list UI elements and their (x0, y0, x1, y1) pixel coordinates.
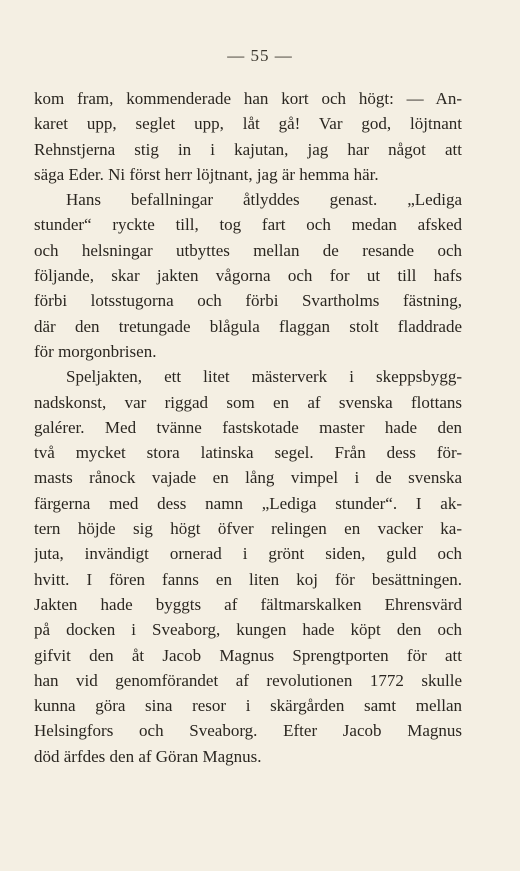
text-line: Rehnstjerna stig in i kajutan, jag har något att (34, 139, 462, 159)
text-line: tern höjde sig högt öfver relingen en vacker ka- (34, 519, 462, 539)
text-line: följande, skar jakten vågorna och for ut till hafs (34, 266, 462, 286)
text-line: Hans befallningar åtlyddes genast. „Lediga (66, 190, 462, 210)
text-line: för morgonbrisen. (34, 341, 157, 361)
text-line: på docken i Sveaborg, kungen hade köpt den och (34, 620, 462, 640)
text-line: nadskonst, var riggad som en af svenska flottans (34, 392, 462, 412)
text-line: säga Eder. Ni först herr löjtnant, jag är hemma här. (34, 164, 379, 184)
text-line: han vid genomförandet af revolutionen 1772 skulle (34, 670, 462, 690)
text-line: galérer. Med tvänne fastskotade master hade den (34, 417, 462, 437)
text-line: hvitt. I fören fanns en liten koj för besättningen. (34, 569, 462, 589)
text-line: kom fram, kommenderade han kort och högt: — An- (34, 89, 462, 108)
text-line: död ärfdes den af Göran Magnus. (34, 746, 262, 766)
text-line: karet upp, seglet upp, låt gå! Var god, löjtnant (34, 114, 462, 134)
text-line: två mycket stora latinska segel. Från dess för- (34, 443, 462, 463)
text-line: kunna göra sina resor i skärgården samt mellan (34, 696, 462, 716)
text-line: stunder“ ryckte till, tog fart och medan afsked (34, 215, 462, 235)
page-number: — 55 — (227, 46, 293, 65)
text-line: färgerna med dess namn „Lediga stunder“. I ak- (34, 493, 462, 513)
text-line: där den tretungade blågula flaggan stolt fladdrade (34, 316, 462, 336)
text-line: Speljakten, ett litet mästerverk i skeppsbygg- (66, 367, 462, 387)
text-line: Jakten hade byggts af fältmarskalken Ehrensvärd (34, 594, 462, 614)
text-line: juta, invändigt ornerad i grönt siden, guld och (34, 544, 462, 564)
text-line: förbi lotsstugorna och förbi Svartholms fästning, (34, 291, 462, 311)
text-line: masts rånock vajade en lång vimpel i de svenska (34, 468, 462, 488)
text-line: gifvit den åt Jacob Magnus Sprengtporten för att (34, 645, 462, 665)
text-line: Helsingfors och Sveaborg. Efter Jacob Magnus (34, 721, 462, 741)
text-line: och helsningar utbyttes mellan de resande och (34, 240, 462, 260)
body-text (34, 86, 462, 769)
